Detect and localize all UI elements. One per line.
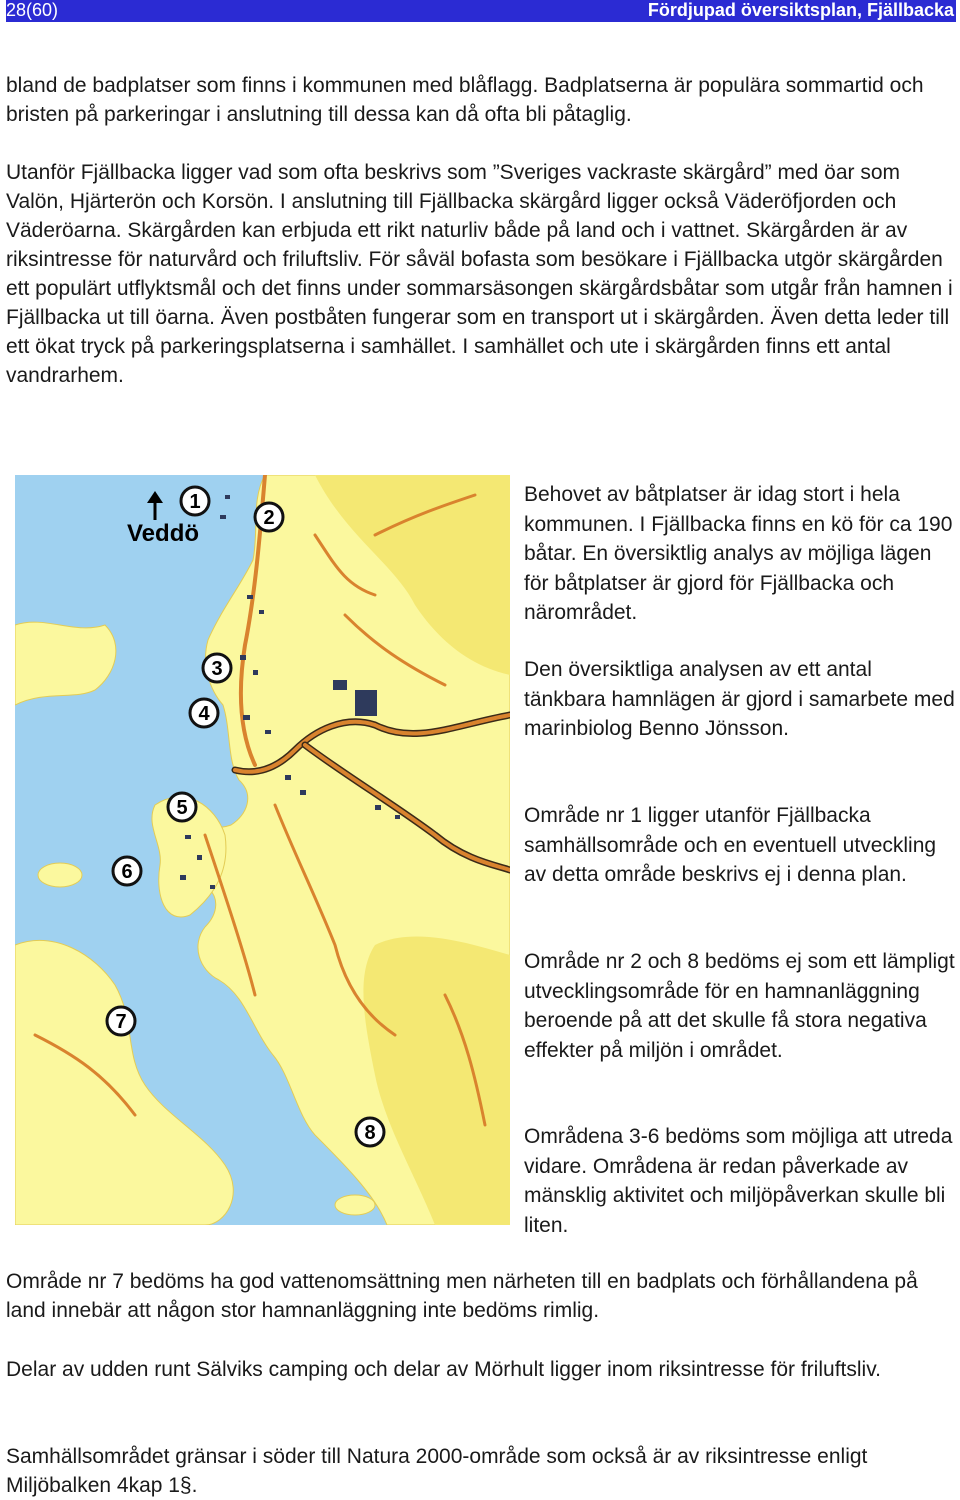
side-paragraph-area-1: Område nr 1 ligger utanför Fjällbacka samhällsområde och en eventuell utveckling av detta område beskrivs ej i denna plan.	[524, 804, 937, 886]
page-number: 28(60)	[6, 0, 59, 20]
svg-text:7: 7	[115, 1011, 127, 1033]
map-place-label: Veddö	[127, 520, 200, 547]
page-header	[6, 0, 956, 22]
document-title: Fördjupad översiktsplan, Fjällbacka	[647, 0, 954, 20]
marker-4	[190, 699, 218, 727]
marker-8	[356, 1118, 384, 1146]
svg-text:3: 3	[211, 658, 223, 680]
side-paragraph-areas-3-6: Områdena 3-6 bedöms som möjliga att utreda vidare. Områdena är redan påverkade av mänsklig aktivitet och miljöpåverkan skulle bli liten.	[524, 1125, 953, 1237]
paragraph-friluftsliv: Delar av udden runt Sälviks camping och delar av Mörhult ligger inom riksintresse för friluftsliv.	[6, 1358, 881, 1381]
paragraph-natura2000: Samhällsområdet gränsar i söder till Natura 2000-område som också är av riksintresse enligt Miljöbalken 4kap 1§.	[6, 1445, 868, 1497]
paragraph-archipelago: Utanför Fjällbacka ligger vad som ofta beskrivs som ”Sveriges vackraste skärgård” med öar som Valön, Hjärterön och Korsön. I anslutning till Fjällbacka skärgård ligger också Väderöfjorden och Väderöarna. Skärgården kan erbjuda ett rikt naturliv både på land och i vattnet. Skärgården är av riksintresse för naturvård och friluftsliv. För såväl bofasta som besökare i Fjällbacka utgör skärgården ett populärt utflyktsmål och det finns under sommarsäsongen skärgårdsbåtar som utgår från hamnen i Fjällbacka ut till öarna. Även postbåten fungerar som en transport ut i skärgården. Även detta leder till ett ökat tryck på parkeringsplatserna i samhället. I samhället och ute i skärgården finns ett antal vandrarhem.	[6, 161, 953, 387]
marker-7	[107, 1007, 135, 1035]
svg-text:2: 2	[263, 507, 275, 529]
svg-text:1: 1	[189, 491, 201, 513]
svg-text:4: 4	[198, 703, 210, 725]
marker-6	[113, 857, 141, 885]
marker-3	[203, 654, 231, 682]
marker-2	[255, 503, 283, 531]
svg-text:5: 5	[176, 797, 188, 819]
side-paragraph-analysis: Den översiktliga analysen av ett antal tänkbara hamnlägen är gjord i samarbete med marinbiolog Benno Jönsson.	[524, 658, 955, 740]
svg-text:6: 6	[121, 861, 133, 883]
svg-text:8: 8	[364, 1122, 376, 1144]
paragraph-area-7: Område nr 7 bedöms ha god vattenomsättning men närheten till en badplats och förhållandena på land innebär att någon stor hamnanläggning inte bedöms rimlig.	[6, 1270, 918, 1322]
side-paragraph-area-2-8: Område nr 2 och 8 bedöms ej som ett lämpligt utvecklingsområde för en hamnanläggning beroende på att det skulle få stora negativa effekter på miljön i området.	[524, 950, 955, 1062]
paragraph-bathing: bland de badplatser som finns i kommunen med blåflagg. Badplatserna är populära sommartid och bristen på parkeringar i anslutning till dessa kan då ofta bli påtaglig.	[6, 74, 924, 126]
marker-5	[168, 793, 196, 821]
side-paragraph-boat-demand: Behovet av båtplatser är idag stort i hela kommunen. I Fjällbacka finns en kö för ca 190 båtar. En översiktlig analys av möjliga lägen för båtplatser är gjord för Fjällbacka och närområdet.	[524, 483, 953, 624]
marker-1	[181, 487, 209, 515]
harbour-map	[15, 475, 510, 1225]
